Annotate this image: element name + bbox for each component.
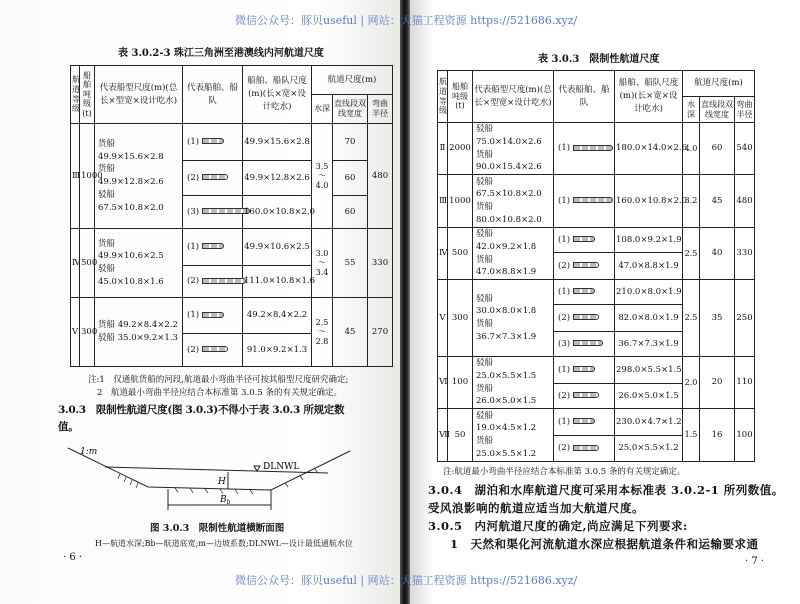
page-number-left: · 6 · xyxy=(63,552,83,563)
representative-ship-cell xyxy=(473,175,554,228)
ship-unit-label: (2) xyxy=(187,344,200,355)
slope-label: 1:m xyxy=(80,447,98,457)
representative-ship-cell xyxy=(473,228,554,280)
representative-ship: 驳船 75.0×14.0×2.6 xyxy=(476,124,542,147)
ship-convoy-icon xyxy=(573,366,595,372)
clause-3-0-4-line2: 受风浪影响的航道应适当加大航道尺度。 xyxy=(428,501,644,515)
water-level-symbol xyxy=(254,466,260,471)
channel-cross-section-figure xyxy=(60,440,380,520)
figure-caption: 图 3.0.3 限制性航道横断面图 xyxy=(150,523,285,534)
ship-dimensions-cell: 108.0×9.2×1.9 xyxy=(615,228,683,253)
representative-ship: 货船 49.2×8.4×2.2 xyxy=(98,320,178,331)
header-width: 直线段双线宽度 xyxy=(700,97,735,123)
representative-ship: 驳船 25.0×5.5×1.5 xyxy=(476,358,537,381)
grade-cell: Ⅲ xyxy=(438,175,448,228)
ship-unit-label: (1) xyxy=(187,310,200,321)
width-cell: 20 xyxy=(700,357,735,409)
ship-convoy-icon xyxy=(202,243,224,249)
right-navigation-table xyxy=(437,70,755,462)
representative-ship: 驳船 42.0×9.2×1.8 xyxy=(476,229,537,252)
tonnage-cell: 100 xyxy=(448,357,473,409)
ship-dimensions-cell: 49.9×10.6×2.5 xyxy=(243,229,312,266)
ship-unit-label: (1) xyxy=(558,143,571,154)
tonnage-cell: 500 xyxy=(448,228,473,280)
ship-convoy-icon xyxy=(573,145,613,151)
ship-unit-label: (2) xyxy=(558,390,571,401)
width-cell: 55 xyxy=(333,229,368,298)
tonnage-cell: 300 xyxy=(448,280,473,357)
table-row xyxy=(438,228,755,253)
ship-unit-cell xyxy=(554,357,615,384)
ship-convoy-icon xyxy=(202,174,228,180)
ship-unit-cell xyxy=(183,124,243,161)
grade-cell: Ⅴ xyxy=(438,280,448,357)
ship-convoy-icon xyxy=(573,262,599,268)
ship-unit-cell xyxy=(554,436,615,462)
representative-ship-cell xyxy=(95,124,183,229)
header-tonnage: 船舶吨级(t) xyxy=(448,71,473,123)
grade-cell: Ⅳ xyxy=(71,229,80,298)
clause-3-0-5-item-1: 1 天然和渠化河流航道水深应根据航道条件和运输要求通 xyxy=(450,537,759,551)
left-note-1: 注:1 仅通航货船的河段,航道最小弯曲半径可按其船型尺度研究确定; xyxy=(88,375,349,385)
representative-ship: 货船 47.0×8.8×1.9 xyxy=(476,254,537,278)
header-channel-dimensions: 航道尺度(m) xyxy=(312,66,393,95)
figure-legend: H—航道水深;Bb—航道底宽;m—边坡系数;DLNWL—设计最低通航水位 xyxy=(95,539,353,548)
ship-convoy-icon xyxy=(202,208,250,214)
depth-cell: 3.2 xyxy=(683,175,700,228)
representative-ship: 驳船 30.0×8.0×1.8 xyxy=(476,293,537,317)
representative-ship: 驳船 45.0×10.8×1.6 xyxy=(98,264,164,287)
width-cell: 45 xyxy=(700,175,735,228)
ship-unit-cell xyxy=(554,228,615,253)
header-ship-unit: 代表船舶、船队 xyxy=(183,66,243,124)
depth-cell: 2.5 xyxy=(683,280,700,357)
table-row xyxy=(71,229,393,266)
header-depth: 水深 xyxy=(683,97,700,123)
ship-convoy-icon xyxy=(202,312,224,318)
ship-unit-cell xyxy=(554,123,615,175)
representative-ship: 驳船 19.0×4.5×1.2 xyxy=(476,410,537,434)
header-grade: 航道等级 xyxy=(71,66,80,124)
right-note: 注:航道最小弯曲半径应结合本标准第 3.0.5 条的有关规定确定。 xyxy=(443,467,686,477)
representative-ship: 货船 49.9×10.6×2.5 xyxy=(98,238,164,262)
radius-cell: 540 xyxy=(735,123,755,175)
tonnage-cell: 50 xyxy=(448,409,473,462)
ship-unit-cell xyxy=(554,332,615,357)
ship-convoy-icon xyxy=(573,445,599,451)
width-cell: 45 xyxy=(333,298,368,367)
depth-cell: 4.0 xyxy=(683,123,700,175)
ship-unit-label: (2) xyxy=(187,172,200,183)
depth-cell: 3.0～3.4 xyxy=(312,229,333,298)
clause-3-0-5: 3.0.5 内河航道尺度的确定,尚应满足下列要求: xyxy=(428,519,688,533)
ship-unit-label: (2) xyxy=(187,276,200,287)
tonnage-cell: 2000 xyxy=(448,123,473,175)
page-number-right: · 7 · xyxy=(745,556,765,567)
ship-unit-label: (1) xyxy=(187,241,200,252)
header-depth: 水深 xyxy=(312,95,333,124)
ship-convoy-icon xyxy=(573,288,595,294)
representative-ship-cell xyxy=(95,229,183,298)
header-radius: 弯曲半径 xyxy=(368,95,393,124)
header-ship-dimensions: 船舶、船队尺度(m)(长×宽×设计吃水) xyxy=(615,71,683,123)
ship-convoy-icon xyxy=(202,346,228,352)
header-representative-ship: 代表船型尺度(m)(总长×型宽×设计吃水) xyxy=(95,66,183,124)
width-cell: 40 xyxy=(700,228,735,280)
watermark-top: 微信公众号：豚贝useful | 网站：大猫工程资源 https://521686.xyz/ xyxy=(235,14,578,27)
representative-ship: 驳船 35.0×9.2×1.3 xyxy=(98,333,178,343)
ship-convoy-icon xyxy=(573,418,595,424)
ship-dimensions-cell: 49.2×8.4×2.2 xyxy=(243,298,312,334)
ship-unit-label: (3) xyxy=(558,338,571,349)
ship-unit-label: (1) xyxy=(558,416,571,427)
ship-convoy-icon xyxy=(573,236,595,242)
right-page xyxy=(410,0,800,604)
clause-3-0-3-line1: 3.0.3 限制性航道尺度(图 3.0.3)不得小于表 3.0.3 所规定数 xyxy=(58,404,345,416)
header-tonnage: 船舶吨级(t) xyxy=(80,66,95,124)
header-ship-unit: 代表船舶、船队 xyxy=(554,71,615,123)
ship-convoy-icon xyxy=(573,392,599,398)
width-cell: 70 xyxy=(333,124,368,161)
header-channel-dimensions: 航道尺度(m) xyxy=(683,71,755,97)
ship-convoy-icon xyxy=(202,278,246,284)
representative-ship: 货船 36.7×7.3×1.9 xyxy=(476,319,537,342)
ship-unit-cell xyxy=(183,196,243,229)
ship-convoy-icon xyxy=(202,138,224,144)
depth-cell: 2.5 xyxy=(683,228,700,280)
table-row xyxy=(438,357,755,384)
table-row xyxy=(438,123,755,175)
ship-dimensions-cell: 25.0×5.5×1.2 xyxy=(615,436,683,462)
ship-dimensions-cell: 230.0×4.7×1.2 xyxy=(615,409,683,436)
ship-dimensions-cell: 210.0×8.0×1.9 xyxy=(615,280,683,305)
width-cell: 60 xyxy=(700,123,735,175)
representative-ship: 货船 80.0×10.8×2.0 xyxy=(476,202,542,225)
radius-cell: 100 xyxy=(735,409,755,462)
representative-ship: 货船 26.0×5.0×1.5 xyxy=(476,383,537,407)
ship-unit-cell xyxy=(554,175,615,228)
left-table-title: 表 3.0.2-3 珠江三角洲至港澳线内河航道尺度 xyxy=(118,48,324,59)
book-spine xyxy=(400,0,410,604)
table-row xyxy=(438,409,755,436)
ship-unit-label: (2) xyxy=(558,260,571,271)
ship-convoy-icon xyxy=(573,314,599,320)
table-row xyxy=(438,175,755,228)
ship-dimensions-cell: 180.0×14.0×2.6 xyxy=(615,123,683,175)
ship-unit-label: (2) xyxy=(558,312,571,323)
table-row xyxy=(71,298,393,334)
header-grade: 航道等级 xyxy=(438,71,448,123)
right-table-title: 表 3.0.3 限制性航道尺度 xyxy=(538,54,660,65)
width-label: $B_b$ xyxy=(220,495,231,506)
representative-ship-cell xyxy=(473,280,554,357)
tonnage-cell: 1000 xyxy=(80,124,95,229)
representative-ship: 驳船 67.5×10.8×2.0 xyxy=(476,176,542,200)
ship-dimensions-cell: 298.0×5.5×1.5 xyxy=(615,357,683,384)
depth-cell: 1.5 xyxy=(683,409,700,462)
radius-cell: 110 xyxy=(735,357,755,409)
header-radius: 弯曲半径 xyxy=(735,97,755,123)
ship-unit-label: (1) xyxy=(558,234,571,245)
ship-dimensions-cell: 82.0×8.0×1.9 xyxy=(615,305,683,332)
width-cell: 60 xyxy=(333,161,368,196)
grade-cell: Ⅵ xyxy=(438,357,448,409)
grade-cell: Ⅳ xyxy=(438,228,448,280)
tonnage-cell: 300 xyxy=(80,298,95,367)
radius-cell: 480 xyxy=(368,124,393,229)
representative-ship: 货船 49.9×15.6×2.8 xyxy=(98,138,164,162)
ship-unit-cell xyxy=(554,384,615,409)
ship-unit-cell xyxy=(554,305,615,332)
ship-dimensions-cell: 160.0×10.8×2.0 xyxy=(615,175,683,228)
left-note-2: 2 航道最小弯曲半径应结合本标准第 3.0.5 条的有关规定确定。 xyxy=(97,388,342,398)
representative-ship: 驳船 67.5×10.8×2.0 xyxy=(98,189,164,213)
representative-ship-cell xyxy=(95,298,183,367)
tonnage-cell: 1000 xyxy=(448,175,473,228)
radius-cell: 330 xyxy=(368,229,393,298)
radius-cell: 270 xyxy=(368,298,393,367)
ship-unit-cell xyxy=(183,298,243,334)
radius-cell: 480 xyxy=(735,175,755,228)
tonnage-cell: 500 xyxy=(80,229,95,298)
grade-cell: Ⅱ xyxy=(438,123,448,175)
ship-dimensions-cell: 160.0×10.8×2.0 xyxy=(243,196,312,229)
representative-ship-cell xyxy=(473,409,554,462)
dlnwl-label: DLNWL xyxy=(263,462,300,472)
ship-convoy-icon xyxy=(573,197,613,203)
ship-convoy-icon xyxy=(573,340,603,346)
ship-dimensions-cell: 111.0×10.8×1.6 xyxy=(243,266,312,298)
width-cell: 16 xyxy=(700,409,735,462)
ship-unit-label: (1) xyxy=(558,364,571,375)
ship-dimensions-cell: 47.0×8.8×1.9 xyxy=(615,253,683,280)
ship-unit-label: (1) xyxy=(558,286,571,297)
ship-unit-cell xyxy=(554,280,615,305)
ship-unit-cell xyxy=(183,161,243,196)
ship-dimensions-cell: 36.7×7.3×1.9 xyxy=(615,332,683,357)
grade-cell: Ⅴ xyxy=(71,298,80,367)
clause-3-0-4-line1: 3.0.4 湖泊和水库航道尺度可采用本标准表 3.0.2-1 所列数值。 xyxy=(428,483,784,497)
clause-3-0-3-line2: 值。 xyxy=(58,421,79,433)
ship-unit-cell xyxy=(554,253,615,280)
depth-label: H xyxy=(218,477,226,487)
representative-ship-cell xyxy=(473,123,554,175)
ship-dimensions-cell: 91.0×9.2×1.3 xyxy=(243,334,312,367)
width-cell: 35 xyxy=(700,280,735,357)
radius-cell: 330 xyxy=(735,228,755,280)
ship-unit-label: (1) xyxy=(187,136,200,147)
depth-cell: 2.5～2.8 xyxy=(312,298,333,367)
grade-cell: Ⅶ xyxy=(438,409,448,462)
grade-cell: Ⅲ xyxy=(71,124,80,229)
representative-ship: 货船 25.0×5.5×1.2 xyxy=(476,436,537,459)
depth-cell: 3.5～4.0 xyxy=(312,124,333,229)
width-cell: 60 xyxy=(333,196,368,229)
representative-ship: 货船 49.9×12.8×2.6 xyxy=(98,164,164,187)
ship-unit-cell xyxy=(183,229,243,266)
header-ship-dimensions: 船舶、船队尺度(m)(长×宽×设计吃水) xyxy=(243,66,312,124)
header-width: 直线段双线宽度 xyxy=(333,95,368,124)
ship-dimensions-cell: 26.0×5.0×1.5 xyxy=(615,384,683,409)
ship-dimensions-cell: 49.9×15.6×2.8 xyxy=(243,124,312,161)
radius-cell: 250 xyxy=(735,280,755,357)
ship-unit-label: (2) xyxy=(558,443,571,454)
table-row xyxy=(71,124,393,161)
ship-unit-cell xyxy=(183,266,243,298)
depth-cell: 2.0 xyxy=(683,357,700,409)
left-navigation-table xyxy=(70,65,393,367)
table-row xyxy=(438,280,755,305)
header-representative-ship: 代表船型尺度(m)(总长×型宽×设计吃水) xyxy=(473,71,554,123)
channel-bed-line xyxy=(68,448,350,490)
ship-unit-cell xyxy=(554,409,615,436)
ship-unit-label: (1) xyxy=(558,195,571,206)
ship-unit-cell xyxy=(183,334,243,367)
representative-ship: 货船 90.0×15.4×2.6 xyxy=(476,149,542,173)
watermark-bottom: 微信公众号：豚贝useful | 网站：大猫工程资源 https://521686.xyz/ xyxy=(235,574,578,587)
ship-dimensions-cell: 49.9×12.8×2.6 xyxy=(243,161,312,196)
ship-unit-label: (3) xyxy=(187,206,200,217)
representative-ship-cell xyxy=(473,357,554,409)
